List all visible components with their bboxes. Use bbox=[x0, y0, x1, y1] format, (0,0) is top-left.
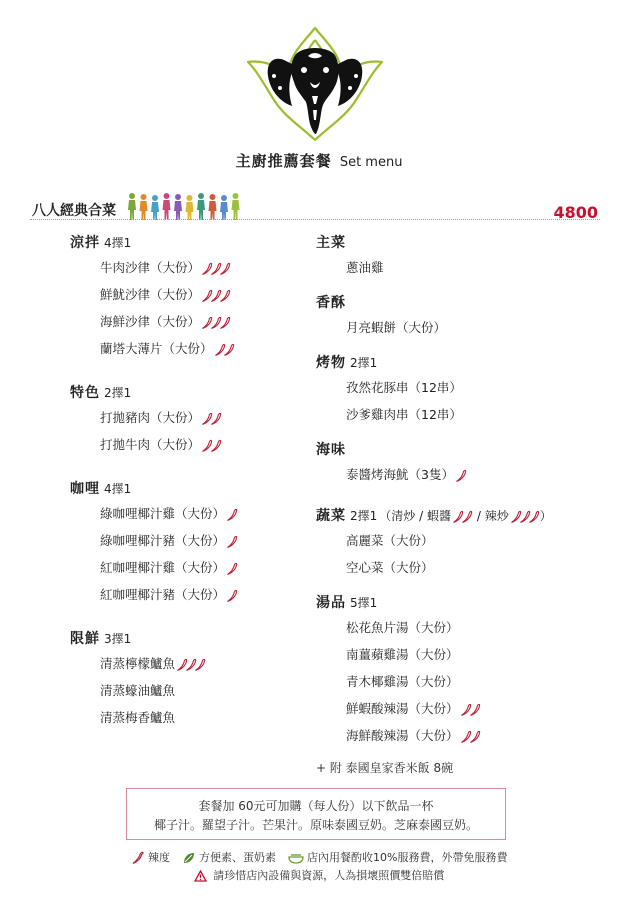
menu-item bbox=[70, 254, 310, 281]
menu-item-name: 蔥油雞 bbox=[346, 260, 384, 275]
menu-item bbox=[70, 554, 310, 581]
menu-item bbox=[70, 281, 310, 308]
section-gap bbox=[316, 428, 616, 439]
section-gap bbox=[316, 488, 616, 505]
menu-item-name: 蘭塔大薄片（大份） bbox=[100, 341, 213, 356]
menu-item bbox=[316, 401, 616, 428]
menu-item bbox=[316, 695, 616, 722]
menu-item-name: 鮮蝦酸辣湯（大份） bbox=[346, 701, 459, 716]
option-close: ） bbox=[539, 509, 552, 523]
category-rule: 4擇1 bbox=[104, 482, 132, 496]
menu-item bbox=[70, 308, 310, 335]
drink-addon-box bbox=[126, 788, 506, 840]
category-heading bbox=[316, 592, 616, 614]
people-icon bbox=[126, 190, 248, 222]
person-figure bbox=[220, 195, 228, 220]
menu-item bbox=[70, 335, 310, 362]
option-open: （清炒 bbox=[379, 509, 416, 523]
category-rule: 4擇1 bbox=[104, 236, 132, 250]
menu-item bbox=[70, 677, 310, 704]
category-heading bbox=[316, 292, 616, 314]
chili-icon bbox=[201, 316, 231, 330]
menu-column-left bbox=[70, 232, 310, 731]
menu-item bbox=[70, 431, 310, 458]
legend-veg bbox=[182, 849, 277, 865]
category-heading bbox=[316, 505, 616, 527]
menu-item bbox=[70, 527, 310, 554]
menu-item bbox=[316, 614, 616, 641]
category-name: 主菜 bbox=[316, 235, 346, 251]
menu-item-name: 打拋牛肉（大份） bbox=[100, 437, 201, 452]
person-figure bbox=[128, 193, 136, 220]
chili-icon bbox=[201, 412, 222, 426]
category-name: 涼拌 bbox=[70, 235, 100, 251]
chili-icon bbox=[176, 658, 206, 672]
option-shrimp-paste: 蝦醬 bbox=[427, 509, 452, 523]
category-name: 香酥 bbox=[316, 295, 346, 311]
legend-spicy bbox=[131, 849, 171, 865]
menu-item-name: 海鮮沙律（大份） bbox=[100, 314, 201, 329]
section-gap bbox=[70, 608, 310, 628]
drink-addon-line1: 套餐加 60元可加購（每人份）以下飲品一杯 bbox=[198, 799, 434, 813]
chili-icon bbox=[455, 469, 467, 483]
menu-item bbox=[316, 527, 616, 554]
warning-icon bbox=[194, 870, 207, 882]
menu-item-name: 清蒸檸檬鱸魚 bbox=[100, 656, 176, 671]
category-name: 湯品 bbox=[316, 595, 346, 611]
legend-service bbox=[288, 849, 508, 865]
menu-item-name: 清蒸梅香鱸魚 bbox=[100, 710, 176, 725]
legend-veg-label: 方便素、蛋奶素 bbox=[199, 851, 277, 864]
category-name: 限鮮 bbox=[70, 631, 100, 647]
category-heading bbox=[316, 439, 616, 461]
section-gap bbox=[316, 341, 616, 352]
person-figure bbox=[209, 194, 217, 220]
option-spicy-fry: 辣炒 bbox=[484, 509, 509, 523]
category-rule: 2擇1 bbox=[104, 386, 132, 400]
elephant-logo bbox=[244, 26, 386, 144]
chili-icon bbox=[460, 703, 481, 717]
category-rule: 5擇1 bbox=[350, 596, 378, 610]
menu-title-zh: 主廚推薦套餐 bbox=[235, 152, 332, 170]
menu-item bbox=[316, 668, 616, 695]
menu-item bbox=[70, 500, 310, 527]
menu-item-name: 紅咖哩椰汁豬（大份） bbox=[100, 587, 226, 602]
category-heading bbox=[70, 382, 310, 404]
category-heading bbox=[70, 232, 310, 254]
notice bbox=[0, 867, 638, 883]
option-separator: / bbox=[476, 509, 481, 523]
bowl-icon bbox=[288, 851, 304, 865]
legend-spicy-label: 辣度 bbox=[148, 851, 171, 864]
menu-item-name: 綠咖哩椰汁雞（大份） bbox=[100, 506, 226, 521]
drink-addon-line2: 椰子汁。羅望子汁。芒果汁。原味泰國豆奶。芝麻泰國豆奶。 bbox=[153, 818, 478, 832]
chili-icon bbox=[226, 589, 238, 603]
chili-icon bbox=[510, 510, 540, 524]
menu-item bbox=[316, 554, 616, 581]
menu-item-name: 青木椰雞湯（大份） bbox=[346, 674, 459, 689]
set-price: 4800 bbox=[553, 203, 598, 222]
category-name: 海味 bbox=[316, 442, 346, 458]
person-figure bbox=[140, 194, 148, 220]
chili-icon bbox=[201, 262, 231, 276]
category-heading bbox=[70, 628, 310, 650]
menu-title bbox=[0, 150, 638, 171]
person-figure bbox=[163, 193, 171, 220]
menu-item-name: 泰醬烤海魷（3隻） bbox=[346, 467, 454, 482]
menu-item bbox=[316, 254, 616, 281]
person-figure bbox=[151, 195, 159, 220]
legend-service-label: 店內用餐酌收10%服務費，外帶免服務費 bbox=[307, 851, 508, 864]
menu-item-name: 打拋豬肉（大份） bbox=[100, 410, 201, 425]
menu-title-en: Set menu bbox=[339, 155, 403, 170]
person-figure bbox=[232, 193, 240, 220]
chili-icon bbox=[226, 562, 238, 576]
option-separator: / bbox=[419, 509, 424, 523]
leaf-icon bbox=[182, 851, 196, 865]
section-divider bbox=[30, 219, 600, 220]
category-rule: 3擇1 bbox=[104, 632, 132, 646]
category-rule: 2擇1 bbox=[350, 356, 378, 370]
chili-icon bbox=[452, 510, 473, 524]
category-options bbox=[379, 509, 551, 523]
person-figure bbox=[186, 195, 194, 220]
menu-item-name: 高麗菜（大份） bbox=[346, 533, 434, 548]
chili-icon bbox=[201, 289, 231, 303]
menu-item bbox=[70, 404, 310, 431]
menu-item-name: 牛肉沙律（大份） bbox=[100, 260, 201, 275]
menu-item-name: 鮮魷沙律（大份） bbox=[100, 287, 201, 302]
menu-item-name: 月亮蝦餅（大份） bbox=[346, 320, 447, 335]
menu-item-name: 孜然花豚串（12串） bbox=[346, 380, 462, 395]
menu-item bbox=[316, 374, 616, 401]
category-name: 咖哩 bbox=[70, 481, 100, 497]
section-gap bbox=[316, 281, 616, 292]
menu-item bbox=[316, 461, 616, 488]
notice-text: 請珍惜店內設備與資源，人為損壞照價雙倍賠償 bbox=[213, 869, 445, 882]
legend bbox=[0, 849, 638, 865]
section-gap bbox=[316, 581, 616, 592]
menu-item-name: 紅咖哩椰汁雞（大份） bbox=[100, 560, 226, 575]
menu-item-name: 綠咖哩椰汁豬（大份） bbox=[100, 533, 226, 548]
menu-item-name: 清蒸蠔油鱸魚 bbox=[100, 683, 176, 698]
menu-item-name: 海鮮酸辣湯（大份） bbox=[346, 728, 459, 743]
section-gap bbox=[70, 362, 310, 382]
menu-item bbox=[70, 650, 310, 677]
menu-column-right bbox=[316, 232, 616, 779]
chili-icon bbox=[226, 535, 238, 549]
set-name: 八人經典合菜 bbox=[32, 203, 116, 219]
menu-item-name: 沙爹雞肉串（12串） bbox=[346, 407, 462, 422]
category-name: 烤物 bbox=[316, 355, 346, 371]
menu-item bbox=[316, 722, 616, 749]
category-heading bbox=[316, 232, 616, 254]
category-rule: 2擇1 bbox=[350, 509, 378, 523]
category-name: 蔬菜 bbox=[316, 508, 346, 524]
menu-item bbox=[316, 314, 616, 341]
menu-item-name: 空心菜（大份） bbox=[346, 560, 434, 575]
menu-item bbox=[70, 581, 310, 608]
menu-item-name: 松花魚片湯（大份） bbox=[346, 620, 459, 635]
category-heading bbox=[70, 478, 310, 500]
category-name: 特色 bbox=[70, 385, 100, 401]
person-figure bbox=[174, 194, 182, 220]
chili-icon bbox=[131, 851, 145, 865]
category-heading bbox=[316, 352, 616, 374]
menu-item bbox=[70, 704, 310, 731]
chili-icon bbox=[214, 343, 235, 357]
chili-icon bbox=[226, 508, 238, 522]
rice-note: + 附 泰國皇家香米飯 8碗 bbox=[316, 761, 454, 775]
chili-icon bbox=[201, 439, 222, 453]
section-gap bbox=[70, 458, 310, 478]
person-figure bbox=[197, 193, 205, 220]
menu-item bbox=[316, 641, 616, 668]
chili-icon bbox=[460, 730, 481, 744]
menu-item-name: 南薑蘋雞湯（大份） bbox=[346, 647, 459, 662]
